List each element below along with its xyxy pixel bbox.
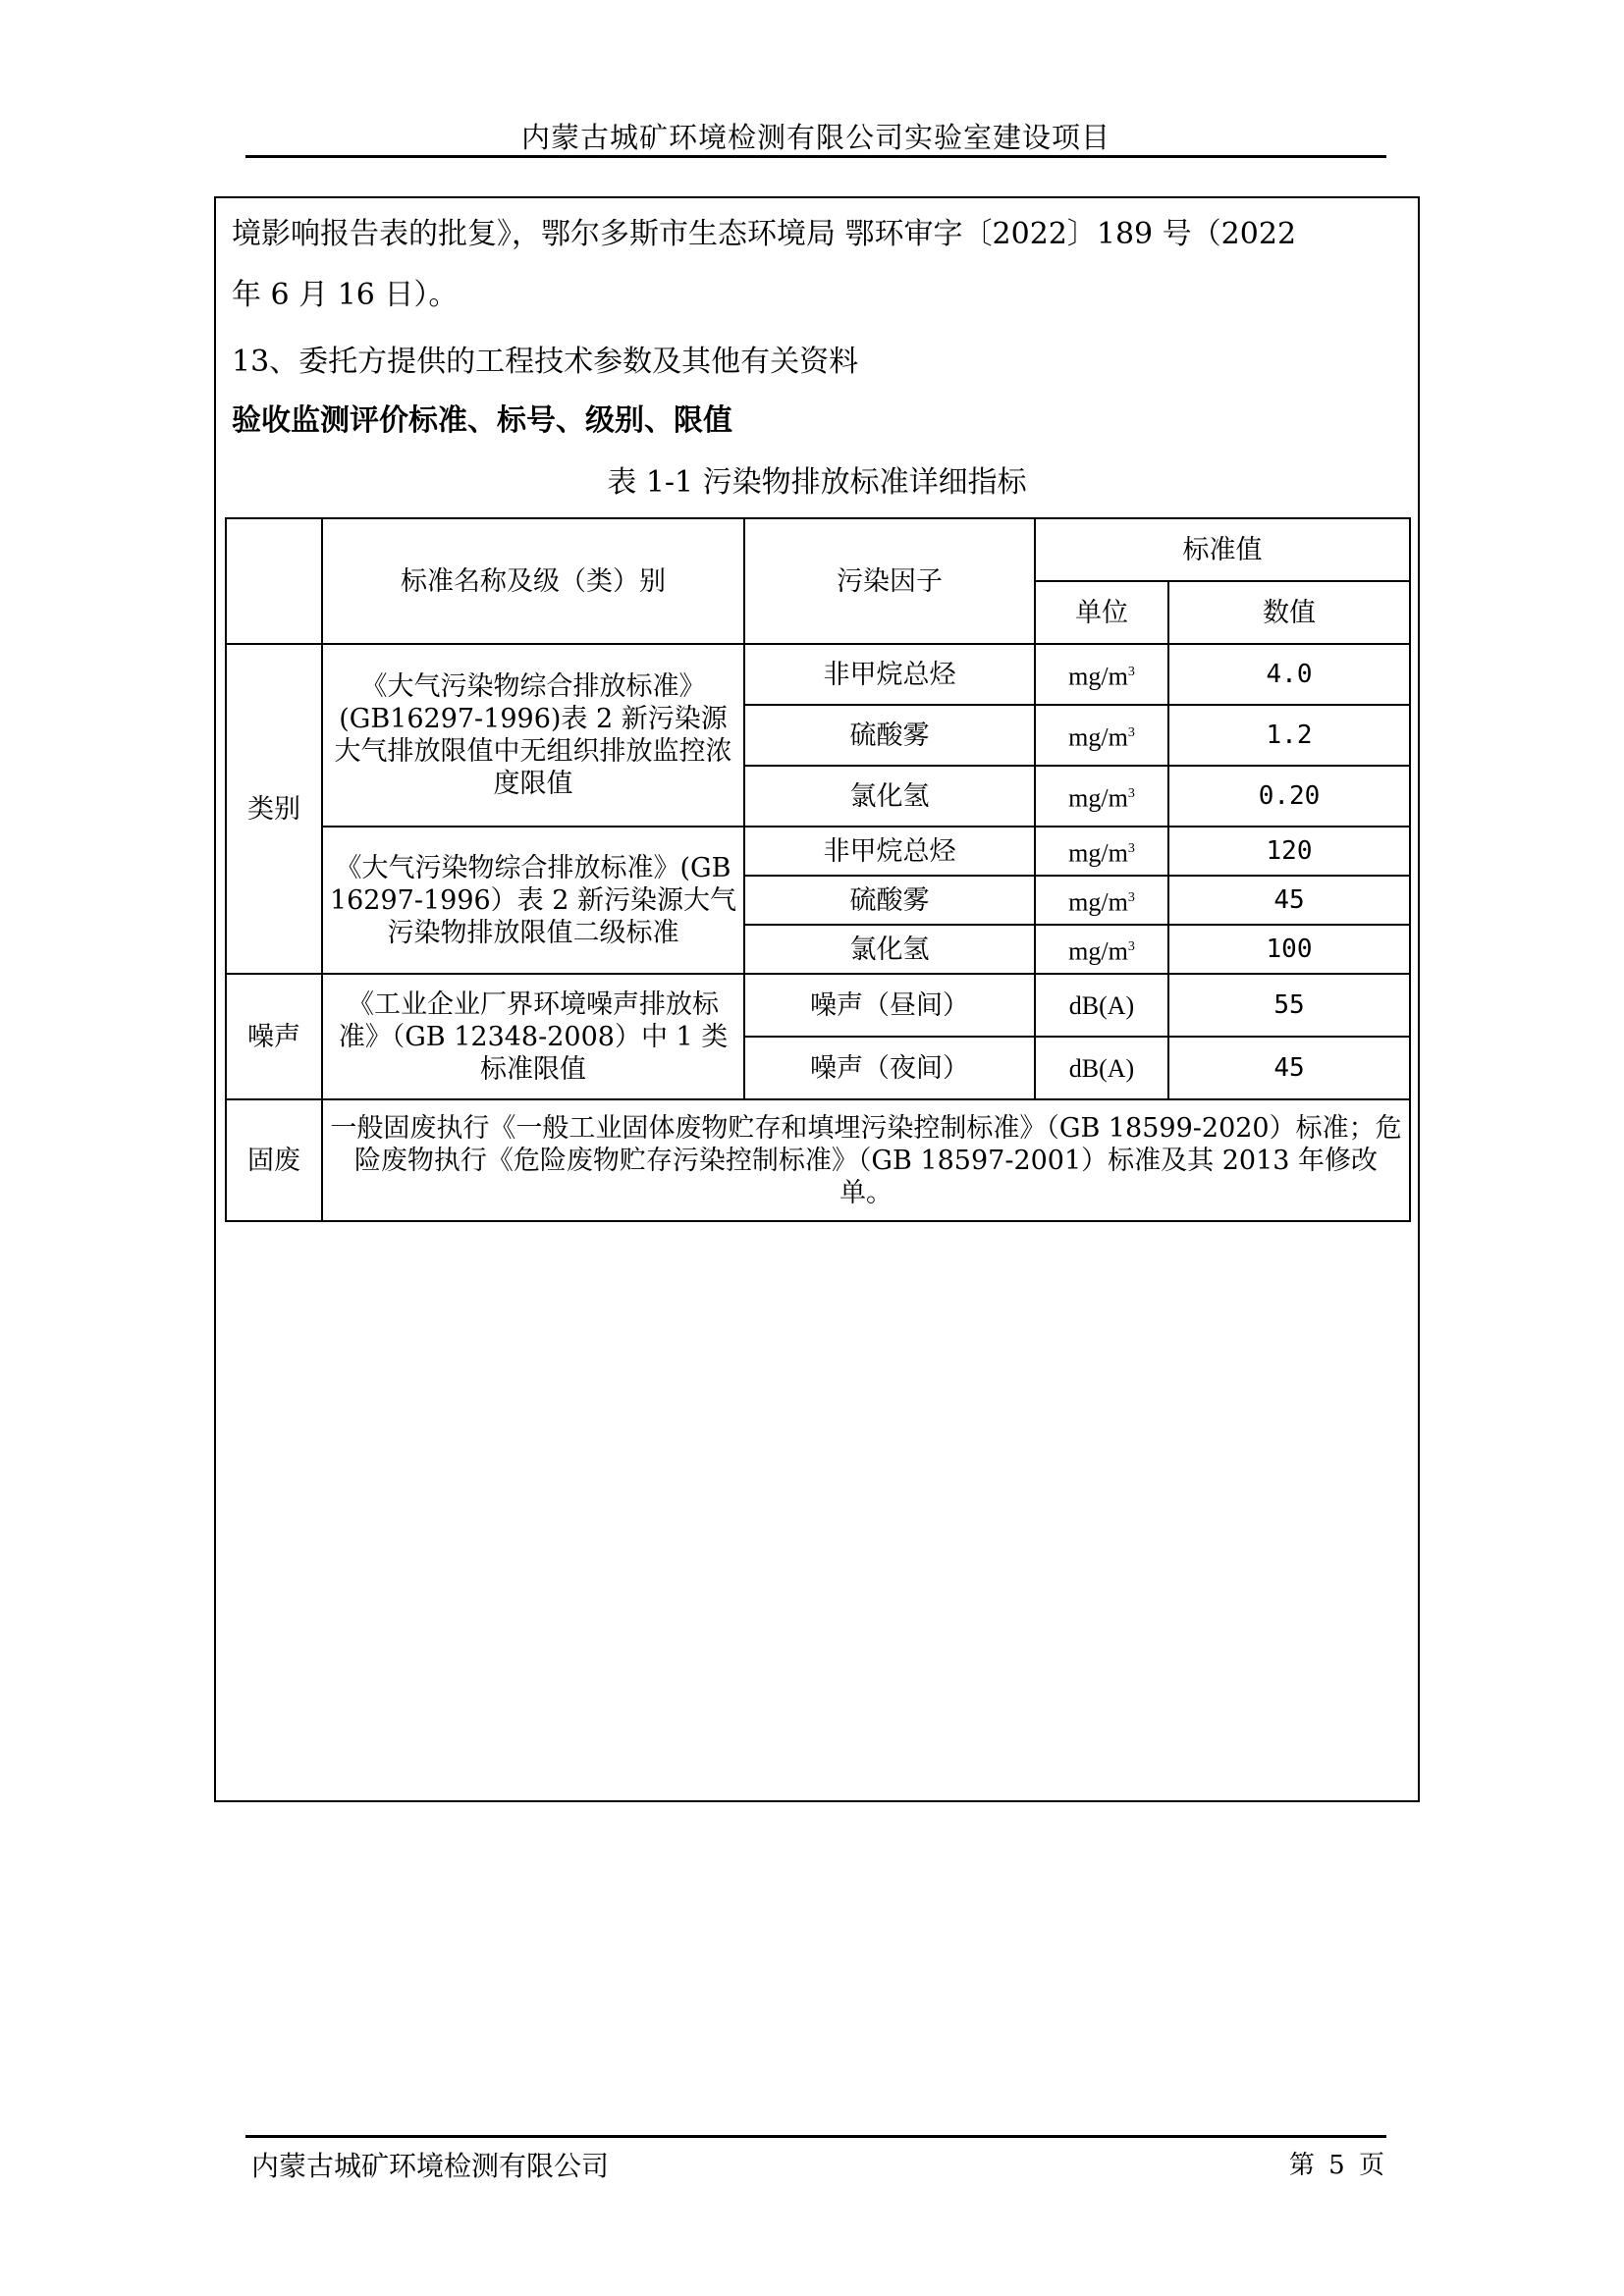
- page-header-title: 内蒙古城矿环境检测有限公司实验室建设项目: [520, 121, 1110, 154]
- table-cell-value: 1.2: [1168, 705, 1410, 766]
- table-cell-unit: $mg/m^3$: [1035, 827, 1168, 876]
- table-cell-unit: $mg/m^3$: [1035, 705, 1168, 766]
- approval-paragraph: [232, 204, 1410, 326]
- air-standard-2: 《大气污染物综合排放标准》(GB 16297-1996）表 2 新污染源大气污染物排放限值二级标准: [322, 827, 744, 974]
- item-13: 13、委托方提供的工程技术参数及其他有关资料: [232, 345, 859, 379]
- footer-page-number: 第 5 页: [1288, 2151, 1384, 2180]
- header-blank-cell: [226, 518, 322, 644]
- header-rule: [245, 155, 1386, 158]
- category-air: 类别: [226, 644, 322, 974]
- table-cell-unit: $mg/m^3$: [1035, 644, 1168, 705]
- table-cell-factor: 氯化氢: [744, 925, 1035, 974]
- header-std-name: 标准名称及级（类）别: [322, 518, 744, 644]
- section-heading: 验收监测评价标准、标号、级别、限值: [232, 403, 732, 438]
- table-cell-value: 55: [1168, 974, 1410, 1037]
- header-unit: 单位: [1035, 581, 1168, 644]
- header-factor: 污染因子: [744, 518, 1035, 644]
- table-cell-value: 0.20: [1168, 766, 1410, 827]
- table-cell-unit: $mg/m^3$: [1035, 766, 1168, 827]
- table-cell-value: 45: [1168, 876, 1410, 925]
- table-cell-value: 100: [1168, 925, 1410, 974]
- category-waste: 固废: [226, 1099, 322, 1221]
- table-cell-value: 4.0: [1168, 644, 1410, 705]
- table-cell-unit: dB(A): [1035, 1037, 1168, 1099]
- approval-line-1: 境影响报告表的批复》，鄂尔多斯市生态环境局 鄂环审字〔2022〕189 号（2022: [232, 217, 1297, 251]
- table-cell-factor: 氯化氢: [744, 766, 1035, 827]
- waste-standard: 一般固废执行《一般工业固体废物贮存和填埋污染控制标准》（GB 18599-2020）标准；危险废物执行《危险废物贮存污染控制标准》（GB 18597-2001）标准及其 2013 年修改单。: [322, 1099, 1410, 1221]
- table-cell-factor: 硫酸雾: [744, 876, 1035, 925]
- footer-rule: [245, 2135, 1386, 2138]
- table-cell-value: 120: [1168, 827, 1410, 876]
- table-cell-factor: 硫酸雾: [744, 705, 1035, 766]
- table-caption: 表 1-1 污染物排放标准详细指标: [607, 465, 1027, 500]
- table-cell-unit: $mg/m^3$: [1035, 925, 1168, 974]
- header-std-value: 标准值: [1035, 518, 1410, 581]
- table-cell-factor: 非甲烷总烃: [744, 827, 1035, 876]
- table-cell-unit: dB(A): [1035, 974, 1168, 1037]
- category-noise: 噪声: [226, 974, 322, 1099]
- noise-standard: 《工业企业厂界环境噪声排放标准》（GB 12348-2008）中 1 类标准限值: [322, 974, 744, 1099]
- table-cell-value: 45: [1168, 1037, 1410, 1099]
- air-standard-1: 《大气污染物综合排放标准》(GB16297-1996)表 2 新污染源大气排放限值中无组织排放监控浓度限值: [322, 644, 744, 827]
- table-cell-unit: $mg/m^3$: [1035, 876, 1168, 925]
- table-cell-factor: 噪声（昼间）: [744, 974, 1035, 1037]
- approval-line-2: 年 6 月 16 日）。: [232, 278, 459, 312]
- table-cell-factor: 噪声（夜间）: [744, 1037, 1035, 1099]
- footer-company: 内蒙古城矿环境检测有限公司: [251, 2150, 610, 2182]
- standards-table: [225, 517, 1411, 1222]
- table-cell-factor: 非甲烷总烃: [744, 644, 1035, 705]
- header-value: 数值: [1168, 581, 1410, 644]
